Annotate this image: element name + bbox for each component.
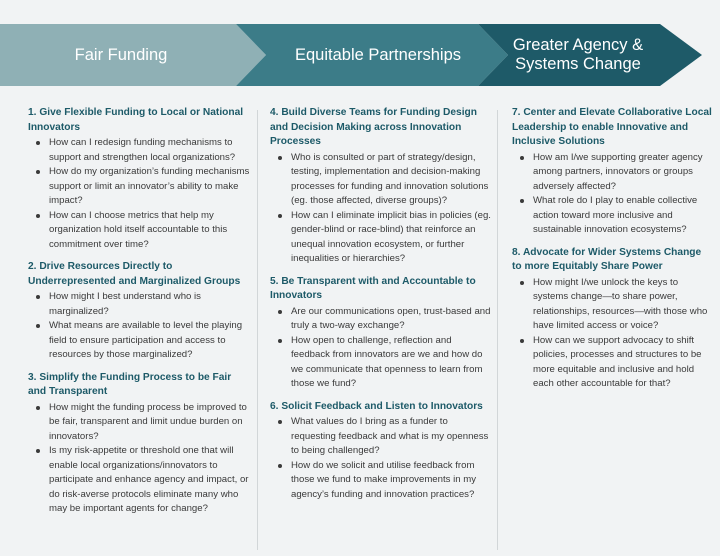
- section-title: 2. Drive Resources Directly to Underrepresented and Marginalized Groups: [28, 261, 241, 287]
- bullet-list: [28, 136, 250, 252]
- section-title: 4. Build Diverse Teams for Funding Design and Decision Making across Innovation Processes: [270, 107, 477, 147]
- step-fair-funding: [0, 24, 242, 86]
- list-item: What role do I play to enable collective action toward more inclusive and sustainable innovation ecosystems?: [512, 194, 712, 238]
- list-item: How might the funding process be improved to be fair, transparent and limit undue burden on innovators?: [28, 401, 250, 445]
- process-banner: [0, 0, 720, 120]
- list-item: How can I choose metrics that help my organization hold itself accountable to this commitment over time?: [28, 209, 250, 253]
- section-title: 8. Advocate for Wider Systems Change to more Equitably Share Power: [512, 246, 702, 272]
- list-item: Are our communications open, trust-based and truly a two-way exchange?: [270, 305, 492, 334]
- bullet-list: [28, 401, 250, 517]
- section-7: [512, 106, 712, 238]
- column-divider: [497, 110, 498, 550]
- section-title: 7. Center and Elevate Collaborative Local Leadership to enable Innovative and Inclusive Solutions: [512, 107, 712, 147]
- bullet-list: [270, 415, 492, 502]
- step-equitable-partnerships: [262, 24, 494, 86]
- list-item: How can I redesign funding mechanisms to support and strengthen local organizations?: [28, 136, 250, 165]
- list-item: How can I eliminate implicit bias in policies (eg. gender-blind or race-blind) that reinforce an unequal innovation ecosystem, or further inequalities or hierarchies?: [270, 209, 492, 267]
- list-item: How can we support advocacy to shift policies, processes and structures to be more equitable and inclusive and hold each other accountable for that?: [512, 334, 712, 392]
- step-greater-agency-label: [513, 36, 643, 74]
- list-item: What means are available to level the playing field to ensure participation and access to resources by those marginalized?: [28, 319, 250, 363]
- step-greater-agency: [496, 24, 660, 86]
- bullet-list: [512, 151, 712, 238]
- section-title: 5. Be Transparent with and Accountable to Innovators: [270, 275, 476, 301]
- step-equitable-partnerships-label: Equitable Partnerships: [294, 45, 461, 64]
- list-item: How might I best understand who is marginalized?: [28, 290, 250, 319]
- section-3: [28, 371, 250, 517]
- step-greater-agency-line1: Greater Agency &: [512, 36, 644, 54]
- column-divider: [257, 110, 258, 550]
- section-8: [512, 246, 712, 392]
- section-6: [270, 400, 492, 503]
- section-title: 1. Give Flexible Funding to Local or National Innovators: [28, 107, 244, 133]
- list-item: How open to challenge, reflection and feedback from innovators are we and how do we communicate that openness to learn from those we fund?: [270, 334, 492, 392]
- list-item: What values do I bring as a funder to requesting feedback and what is my openness to being challenged?: [270, 415, 492, 459]
- column-greater-agency: [512, 106, 712, 400]
- bullet-list: [270, 305, 492, 392]
- step-fair-funding-label: Fair Funding: [74, 45, 168, 64]
- list-item: How do my organization’s funding mechanisms support or limit an innovator’s ability to make impact?: [28, 165, 250, 209]
- bullet-list: [28, 290, 250, 363]
- step-greater-agency-line2: Systems Change: [515, 55, 641, 73]
- list-item: How do we solicit and utilise feedback from those we fund to make improvements in my agency’s funding and innovation practices?: [270, 459, 492, 503]
- list-item: How might I/we unlock the keys to systems change—to share power, relationships, resources—with those who have limited access or voice?: [512, 276, 712, 334]
- section-1: [28, 106, 250, 252]
- section-5: [270, 275, 492, 392]
- list-item: Who is consulted or part of strategy/design, testing, implementation and decision-making processes for funding and innovation solutions (eg. those affected, diverse groups)?: [270, 151, 492, 209]
- section-title: 6. Solicit Feedback and Listen to Innovators: [270, 400, 483, 412]
- list-item: Is my risk-appetite or threshold one that will enable local organizations/innovators to participate and enhance agency and impact, or do risk-averse protocols eliminate many who may be important agents for change?: [28, 444, 250, 517]
- section-2: [28, 260, 250, 363]
- bullet-list: [512, 276, 712, 392]
- bullet-list: [270, 151, 492, 267]
- column-fair-funding: [28, 106, 250, 525]
- column-equitable-partnerships: [270, 106, 492, 510]
- section-title: 3. Simplify the Funding Process to be Fair and Transparent: [28, 371, 232, 397]
- list-item: How am I/we supporting greater agency among partners, innovators or groups adversely affected?: [512, 151, 712, 195]
- section-4: [270, 106, 492, 267]
